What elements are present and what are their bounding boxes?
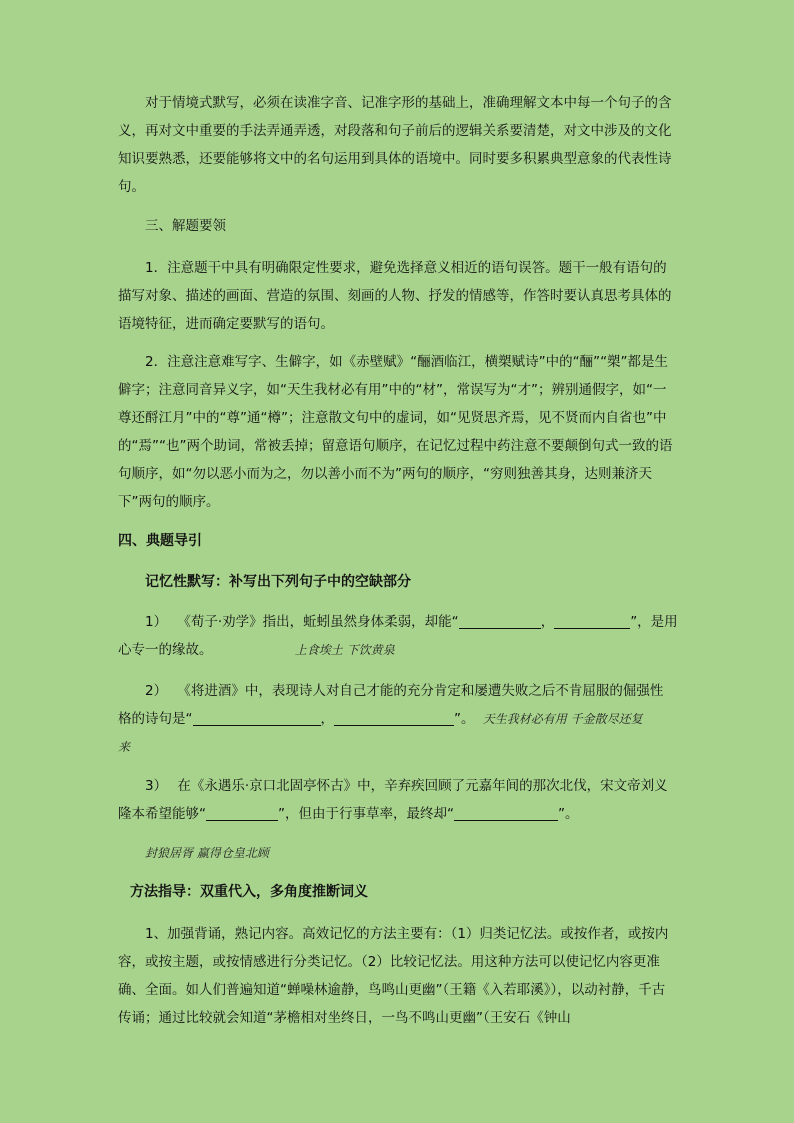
paragraph-tip-1: 1．注意题干中具有明确限定性要求，避免选择意义相近的语句误答。题干一般有语句的描写对象、描述的画面、营造的氛围、刻画的人物、抒发的情感等，作答时要认真思考具体的语境特征，进而确定要默写的语句。 <box>118 260 672 332</box>
question-2-blank-2[interactable] <box>334 709 454 726</box>
heading-section-4: 四、典题导引 <box>118 533 202 549</box>
subheading-method-guide: 方法指导：双重代入，多角度推断词义 <box>130 884 368 900</box>
question-3: 3） 在《永遇乐·京口北固亭怀古》中，辛弃疾回顾了元嘉年间的那次北伐，宋文帝刘义 隆本希望能够“ ”，但由于行事草率，最终却“ ”。 <box>118 778 668 822</box>
subheading-memory-writing: 记忆性默写：补写出下列句子中的空缺部分 <box>145 574 411 590</box>
question-1-handwritten-answer: 上食埃土 下饮黄泉 <box>294 643 395 657</box>
question-1-number: 1） <box>145 614 168 630</box>
question-2: 2） 《将进酒》中，表现诗人对自己才能的充分肯定和屡遭失败之后不肯屈服的倔强性 格的诗句是“ ， ”。 天生我材必有用 千金散尽还复 来 <box>118 683 664 754</box>
question-2-number: 2） <box>145 683 168 699</box>
paragraph-method-1: 1、加强背诵，熟记内容。高效记忆的方法主要有：（1）归类记忆法。或按作者，或按内容，或按主题，或按情感进行分类记忆。（2）比较记忆法。用这种方法可以使记忆内容更准确、全面。如人们普遍知道“蝉噪林逾静，鸟鸣山更幽”（王籍《入若耶溪》），以动衬静，千古传诵；通过比较就会知道“茅檐相对坐终日，一鸟不鸣山更幽”（王安石《钟山 <box>118 926 669 1026</box>
question-3-handwritten-answer: 封狼居胥 赢得仓皇北顾 <box>145 846 269 860</box>
question-1-blank-1[interactable] <box>459 612 541 629</box>
question-3-text-a: 在《永遇乐·京口北固亭怀古》中，辛弃疾回顾了元嘉年间的那次北伐，宋文帝刘义 <box>177 778 668 794</box>
question-1: 1） 《荀子·劝学》指出，蚯蚓虽然身体柔弱，却能“ ， ”，是用 心专一的缘故。 上食埃土 下饮黄泉 <box>118 614 678 658</box>
question-3-blank-2[interactable] <box>454 804 558 821</box>
question-2-handwritten-answer-cont: 来 <box>118 740 131 754</box>
question-3-blank-1[interactable] <box>206 804 278 821</box>
heading-section-3: 三、解题要领 <box>145 218 226 234</box>
paragraph-tip-2: 2．注意注意难写字、生僻字，如《赤壁赋》“酾酒临江，横槊赋诗”中的“酾”“槊”都是生僻字；注意同音异义字，如“天生我材必有用”中的“材”，常误写为“才”；辨别通假字，如“一尊还酹江月”中的“尊”通“樽”；注意散文句中的虚词，如“见贤思齐焉，见不贤而内自省也”中的“焉”“也”两个助词，常被丢掉；留意语句顺序，在记忆过程中药注意不要颠倒句式一致的语句顺序，如“勿以恶小而为之，勿以善小而不为”两句的顺序，“穷则独善其身，达则兼济天下”两句的顺序。 <box>118 354 673 510</box>
question-2-text-b: 格的诗句是“ <box>118 711 193 727</box>
question-2-handwritten-answer: 天生我材必有用 千金散尽还复 <box>482 712 643 726</box>
question-2-blank-1[interactable] <box>193 709 321 726</box>
question-2-text-a: 《将进酒》中，表现诗人对自己才能的充分肯定和屡遭失败之后不肯屈服的倔强性 <box>177 683 664 699</box>
paragraph-intro: 对于情境式默写，必须在读准字音、记准字形的基础上，准确理解文本中每一个句子的含义，再对文中重要的手法弄通弄透，对段落和句子前后的逻辑关系要清楚，对文中涉及的文化知识要熟悉，还要能够将文中的名句运用到具体的语境中。同时要多积累典型意象的代表性诗句。 <box>118 95 672 195</box>
question-1-blank-2[interactable] <box>554 612 630 629</box>
question-1-text-d: 心专一的缘故。 <box>118 642 213 658</box>
question-3-text-b: 隆本希望能够“ <box>118 806 206 822</box>
question-3-number: 3） <box>145 778 168 794</box>
question-1-text-a: 《荀子·劝学》指出，蚯蚓虽然身体柔弱，却能“ <box>177 614 459 630</box>
